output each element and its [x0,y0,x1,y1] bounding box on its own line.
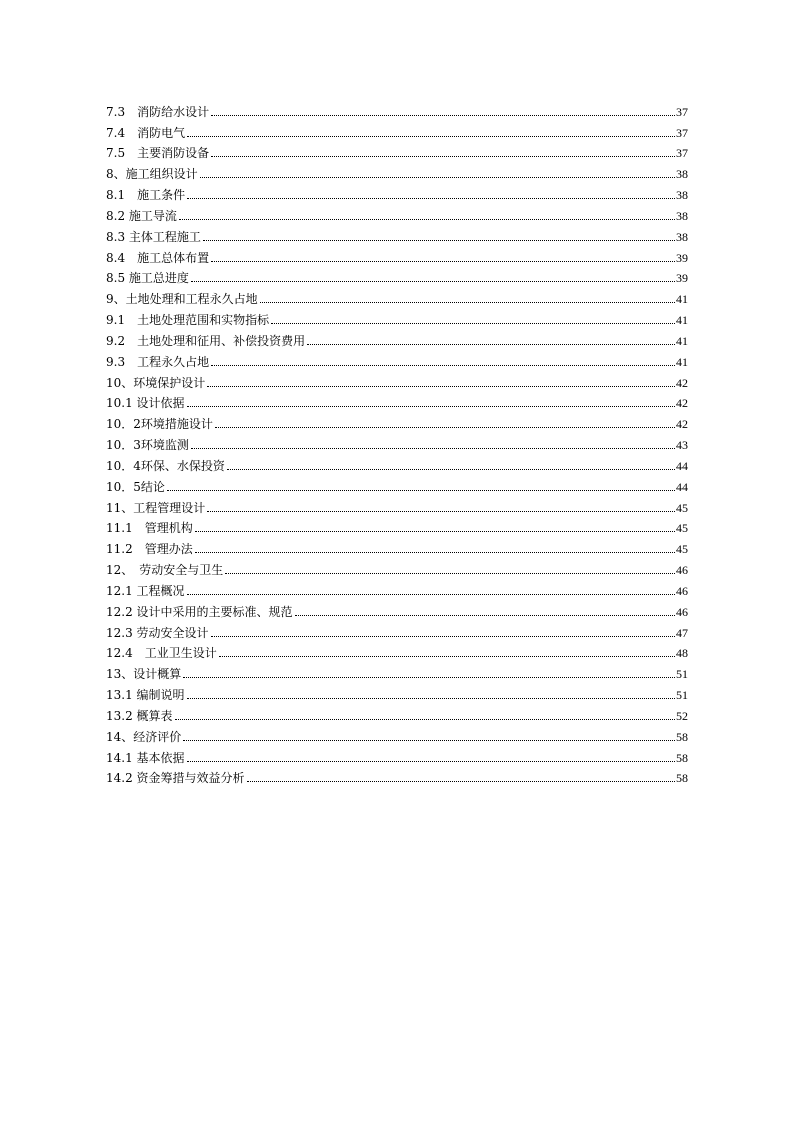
toc-leader-dots [191,281,675,282]
toc-entry-page: 38 [676,188,688,203]
toc-entry-label: 8.2 施工导流 [106,208,177,223]
toc-leader-dots [187,594,675,595]
toc-entry-label: 14.1 基本依据 [106,750,185,765]
toc-entry-label: 10、环境保护设计 [106,375,206,390]
toc-entry[interactable] [106,369,688,390]
toc-entry-page: 41 [676,313,688,328]
toc-entry[interactable] [106,410,688,431]
toc-entry-page: 45 [676,542,688,557]
toc-leader-dots [207,511,675,512]
toc-leader-dots [183,677,675,678]
toc-entry-page: 42 [676,417,688,432]
toc-leader-dots [211,115,675,116]
toc-entry[interactable] [106,327,688,348]
toc-entry[interactable] [106,723,688,744]
toc-entry[interactable] [106,119,688,140]
toc-leader-dots [179,219,675,220]
toc-leader-dots [225,573,675,574]
toc-entry[interactable] [106,702,688,723]
toc-leader-dots [307,344,675,345]
toc-leader-dots [295,615,675,616]
toc-entry-page: 37 [676,104,688,119]
toc-entry-label: 7.5 主要消防设备 [106,146,210,161]
toc-entry-page: 46 [676,563,688,578]
toc-entry-page: 46 [676,604,688,619]
toc-entry[interactable] [106,160,688,181]
toc-entry-label: 7.3 消防给水设计 [106,104,210,119]
toc-leader-dots [187,761,675,762]
toc-entry-label: 12、 劳动安全与卫生 [106,563,224,578]
toc-leader-dots [191,448,675,449]
toc-entry[interactable] [106,390,688,411]
toc-entry-label: 10．4环保、水保投资 [106,458,225,473]
toc-entry-label: 14.2 资金筹措与效益分析 [106,771,245,786]
toc-leader-dots [207,386,675,387]
toc-entry-page: 41 [676,292,688,307]
toc-leader-dots [195,552,675,553]
toc-entry[interactable] [106,494,688,515]
toc-entry[interactable] [106,577,688,598]
toc-entry[interactable] [106,98,688,119]
toc-leader-dots [219,656,675,657]
table-of-contents [106,98,688,785]
toc-entry-label: 13.2 概算表 [106,708,173,723]
toc-leader-dots [215,427,675,428]
toc-leader-dots [211,261,675,262]
toc-entry-page: 45 [676,500,688,515]
toc-entry-page: 45 [676,521,688,536]
toc-entry-page: 41 [676,354,688,369]
toc-entry[interactable] [106,431,688,452]
toc-entry-label: 12.2 设计中采用的主要标准、规范 [106,604,293,619]
toc-entry-label: 11、工程管理设计 [106,500,206,515]
toc-leader-dots [187,698,675,699]
toc-entry[interactable] [106,515,688,536]
toc-entry[interactable] [106,285,688,306]
toc-leader-dots [187,198,675,199]
toc-entry-label: 9.3 工程永久占地 [106,354,210,369]
toc-entry-label: 10.1 设计依据 [106,396,185,411]
toc-entry-page: 51 [676,667,688,682]
toc-entry-page: 43 [676,438,688,453]
toc-entry[interactable] [106,306,688,327]
toc-leader-dots [271,323,675,324]
toc-leader-dots [211,156,675,157]
toc-entry[interactable] [106,244,688,265]
toc-entry[interactable] [106,473,688,494]
toc-entry-label: 12.1 工程概况 [106,583,185,598]
toc-entry-label: 8.1 施工条件 [106,188,186,203]
toc-entry-page: 44 [676,479,688,494]
toc-entry[interactable] [106,640,688,661]
toc-entry-page: 46 [676,583,688,598]
toc-entry-page: 37 [676,125,688,140]
toc-entry-page: 58 [676,729,688,744]
toc-leader-dots [187,406,675,407]
toc-entry-page: 39 [676,250,688,265]
toc-entry[interactable] [106,619,688,640]
toc-leader-dots [227,469,675,470]
toc-entry-label: 8.4 施工总体布置 [106,250,210,265]
toc-entry-page: 42 [676,375,688,390]
toc-entry-page: 58 [676,750,688,765]
toc-entry[interactable] [106,181,688,202]
toc-leader-dots [247,781,675,782]
toc-leader-dots [183,740,675,741]
toc-leader-dots [260,302,675,303]
toc-entry-label: 8.3 主体工程施工 [106,229,201,244]
toc-entry-label: 9.1 土地处理范围和实物指标 [106,313,270,328]
toc-entry[interactable] [106,681,688,702]
toc-entry[interactable] [106,202,688,223]
toc-entry-label: 14、经济评价 [106,729,182,744]
toc-entry-page: 37 [676,146,688,161]
toc-leader-dots [167,490,675,491]
toc-entry[interactable] [106,598,688,619]
toc-entry[interactable] [106,348,688,369]
toc-leader-dots [211,365,675,366]
toc-entry-page: 51 [676,688,688,703]
toc-entry[interactable] [106,535,688,556]
toc-entry-label: 11.2 管理办法 [106,542,193,557]
toc-entry-label: 9、土地处理和工程永久占地 [106,292,258,307]
toc-entry[interactable] [106,223,688,244]
toc-entry-label: 13、设计概算 [106,667,182,682]
toc-entry-label: 10．5结论 [106,479,165,494]
toc-leader-dots [195,531,675,532]
toc-entry-page: 52 [676,708,688,723]
toc-entry-label: 10．2环境措施设计 [106,417,213,432]
toc-entry-label: 13.1 编制说明 [106,688,185,703]
toc-entry-label: 12.3 劳动安全设计 [106,625,209,640]
toc-entry-label: 11.1 管理机构 [106,521,193,536]
toc-entry-page: 48 [676,646,688,661]
toc-entry-page: 38 [676,208,688,223]
toc-entry-label: 8、施工组织设计 [106,167,198,182]
toc-entry-page: 41 [676,333,688,348]
toc-entry-label: 10．3环境监测 [106,438,189,453]
toc-entry-label: 8.5 施工总进度 [106,271,189,286]
toc-leader-dots [200,177,675,178]
toc-entry-page: 47 [676,625,688,640]
toc-entry[interactable] [106,140,688,161]
toc-entry-page: 44 [676,458,688,473]
toc-entry-page: 38 [676,229,688,244]
toc-entry[interactable] [106,660,688,681]
toc-entry[interactable] [106,765,688,786]
toc-entry-page: 58 [676,771,688,786]
toc-entry-page: 38 [676,167,688,182]
toc-entry[interactable] [106,265,688,286]
toc-entry-label: 9.2 土地处理和征用、补偿投资费用 [106,333,306,348]
toc-entry[interactable] [106,744,688,765]
toc-leader-dots [203,240,675,241]
toc-leader-dots [187,136,675,137]
toc-entry-page: 42 [676,396,688,411]
toc-entry-label: 7.4 消防电气 [106,125,186,140]
toc-entry[interactable] [106,452,688,473]
toc-leader-dots [175,719,675,720]
toc-entry[interactable] [106,556,688,577]
toc-entry-page: 39 [676,271,688,286]
toc-entry-label: 12.4 工业卫生设计 [106,646,217,661]
toc-leader-dots [211,636,675,637]
